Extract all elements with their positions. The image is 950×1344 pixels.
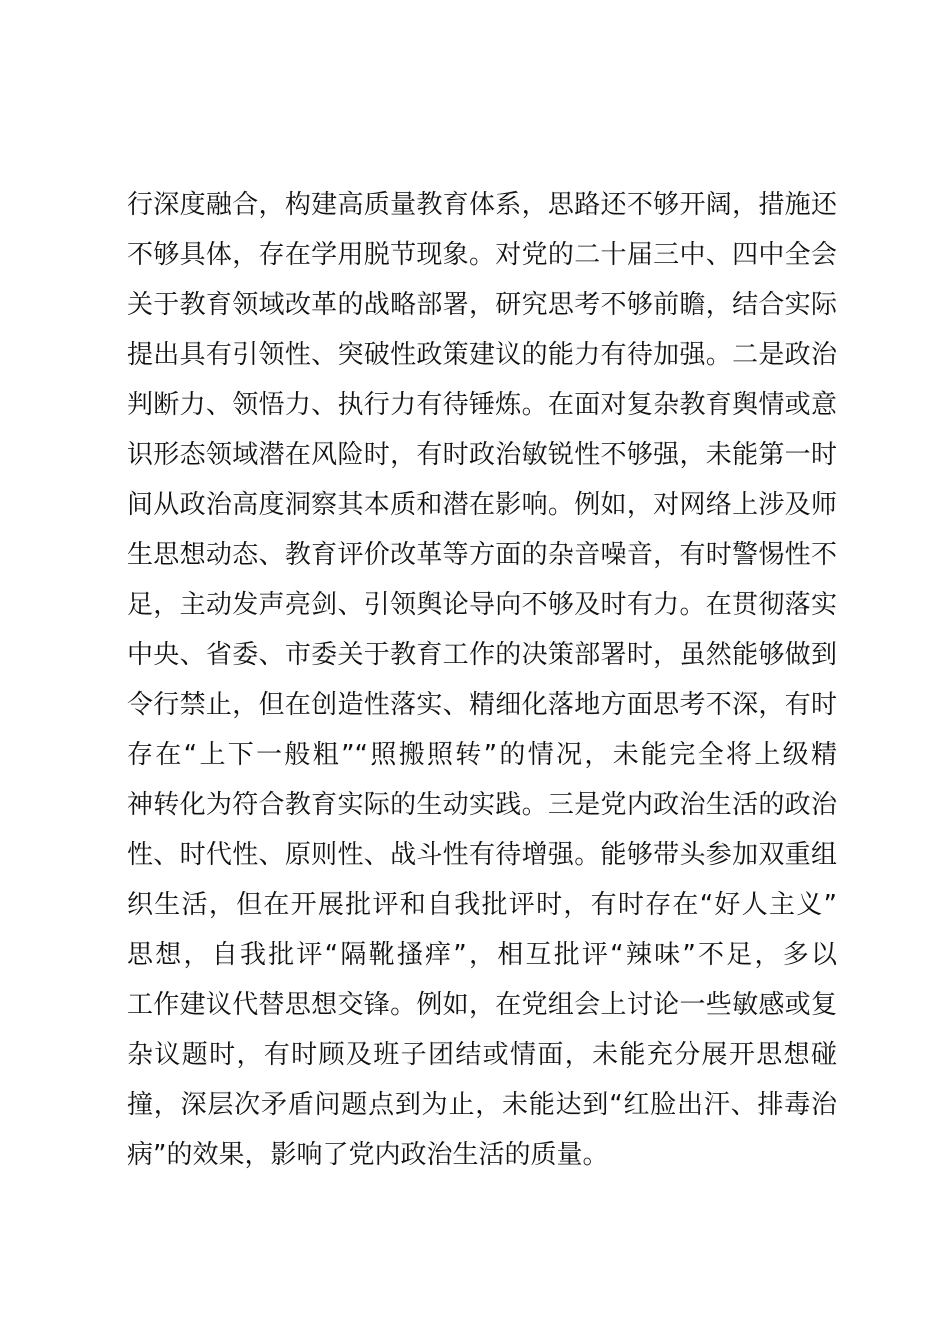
text-line: 织生活，但在开展批评和自我批评时，有时存在“好人主义” bbox=[127, 890, 837, 920]
text-line: 识形态领域潜在风险时，有时政治敏锐性不够强，未能第一时 bbox=[127, 440, 837, 470]
text-line: 行深度融合，构建高质量教育体系，思路还不够开阔，措施还 bbox=[127, 190, 837, 220]
text-line: 撞，深层次矛盾问题点到为止，未能达到“红脸出汗、排毒治 bbox=[127, 1090, 837, 1120]
text-line: 神转化为符合教育实际的生动实践。三是党内政治生活的政治 bbox=[127, 790, 837, 820]
text-line: 性、时代性、原则性、战斗性有待增强。能够带头参加双重组 bbox=[127, 840, 837, 870]
text-line: 生思想动态、教育评价改革等方面的杂音噪音，有时警惕性不 bbox=[127, 540, 837, 570]
text-line: 中央、省委、市委关于教育工作的决策部署时，虽然能够做到 bbox=[127, 640, 837, 670]
text-line: 不够具体，存在学用脱节现象。对党的二十届三中、四中全会 bbox=[127, 240, 837, 270]
text-line: 令行禁止，但在创造性落实、精细化落地方面思考不深，有时 bbox=[127, 690, 837, 720]
text-line: 判断力、领悟力、执行力有待锤炼。在面对复杂教育舆情或意 bbox=[127, 390, 837, 420]
body-paragraph bbox=[127, 180, 837, 1180]
text-line: 足，主动发声亮剑、引领舆论导向不够及时有力。在贯彻落实 bbox=[127, 590, 837, 620]
text-line: 间从政治高度洞察其本质和潜在影响。例如，对网络上涉及师 bbox=[127, 490, 837, 520]
text-line: 思想，自我批评“隔靴搔痒”，相互批评“辣味”不足，多以 bbox=[127, 940, 837, 970]
text-line: 工作建议代替思想交锋。例如，在党组会上讨论一些敏感或复 bbox=[127, 990, 837, 1020]
text-line: 病”的效果，影响了党内政治生活的质量。 bbox=[127, 1140, 609, 1170]
text-line: 杂议题时，有时顾及班子团结或情面，未能充分展开思想碰 bbox=[127, 1040, 837, 1070]
text-line: 提出具有引领性、突破性政策建议的能力有待加强。二是政治 bbox=[127, 340, 837, 370]
text-line: 存在“上下一般粗”“照搬照转”的情况，未能完全将上级精 bbox=[127, 740, 837, 770]
text-line: 关于教育领域改革的战略部署，研究思考不够前瞻，结合实际 bbox=[127, 290, 837, 320]
